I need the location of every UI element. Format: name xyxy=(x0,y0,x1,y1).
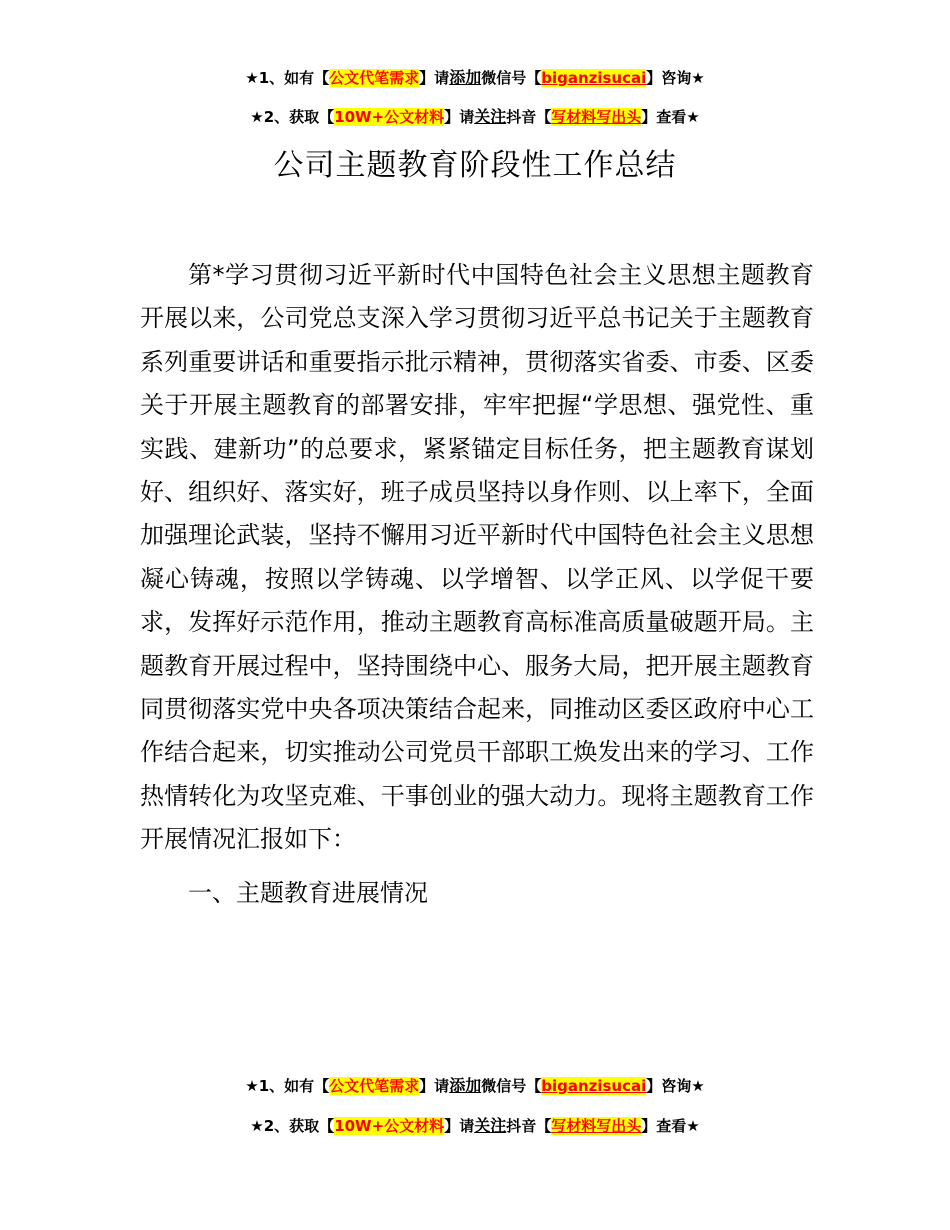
promo-add-emphasis: 添加 xyxy=(449,1076,482,1095)
promo-line-consult-bottom xyxy=(0,1076,950,1096)
section-heading: 一、主题教育进展情况 xyxy=(188,879,428,907)
promo-prefix: ★2、获取【 xyxy=(250,1117,335,1135)
douyin-name-link[interactable]: 写材料写出头 xyxy=(551,1117,642,1135)
body-paragraph: 第*学习贯彻习近平新时代中国特色社会主义思想主题教育开展以来，公司党总支深入学习贯彻习近平总书记关于主题教育系列重要讲话和重要指示批示精神，贯彻落实省委、市委、区委关于开展主题教育的部署安排，牢牢把握“学思想、强党性、重实践、建新功”的总要求，紧紧锚定目标任务，把主题教育谋划好、组织好、落实好，班子成员坚持以身作则、以上率下，全面加强理论武装，坚持不懈用习近平新时代中国特色社会主义思想凝心铸魂，按照以学铸魂、以学增智、以学正风、以学促干要求，发挥好示范作用，推动主题教育高标准高质量破题开局。主题教育开展过程中，坚持围绕中心、服务大局，把开展主题教育同贯彻落实党中央各项决策结合起来，同推动区委区政府中心工作结合起来，切实推动公司党员干部职工焕发出来的学习、工作热情转化为攻坚克难、干事创业的强大动力。现将主题教育工作开展情况汇报如下： xyxy=(140,261,814,854)
promo-line-materials-bottom xyxy=(0,1116,950,1136)
promo-add-emphasis: 添加 xyxy=(449,68,482,87)
promo-text: 抖音【 xyxy=(506,1117,552,1135)
promo-material-highlight: 10W+公文材料 xyxy=(334,1117,445,1135)
wechat-id-link[interactable]: biganzisucai xyxy=(541,69,647,87)
promo-text: 】请 xyxy=(444,1117,475,1135)
page-title: 公司主题教育阶段性工作总结 xyxy=(273,148,677,183)
promo-text: 抖音【 xyxy=(506,108,552,126)
promo-text: 】请 xyxy=(444,108,475,126)
promo-follow-emphasis: 关注 xyxy=(474,107,507,126)
promo-text: 】请 xyxy=(419,69,450,87)
promo-line-consult-top xyxy=(0,68,950,88)
douyin-name-link[interactable]: 写材料写出头 xyxy=(551,108,642,126)
promo-text: 微信号【 xyxy=(481,1077,542,1095)
promo-suffix: 】查看★ xyxy=(641,1117,700,1135)
wechat-id-link[interactable]: biganzisucai xyxy=(541,1077,647,1095)
promo-material-highlight: 10W+公文材料 xyxy=(334,108,445,126)
promo-text: 微信号【 xyxy=(481,69,542,87)
promo-suffix: 】咨询★ xyxy=(646,1077,705,1095)
promo-suffix: 】咨询★ xyxy=(646,69,705,87)
promo-text: 】请 xyxy=(419,1077,450,1095)
promo-prefix: ★1、如有【 xyxy=(245,69,330,87)
promo-service-highlight: 公文代笔需求 xyxy=(329,69,420,87)
promo-line-materials-top xyxy=(0,107,950,127)
promo-prefix: ★2、获取【 xyxy=(250,108,335,126)
promo-service-highlight: 公文代笔需求 xyxy=(329,1077,420,1095)
promo-prefix: ★1、如有【 xyxy=(245,1077,330,1095)
promo-suffix: 】查看★ xyxy=(641,108,700,126)
promo-follow-emphasis: 关注 xyxy=(474,1116,507,1135)
